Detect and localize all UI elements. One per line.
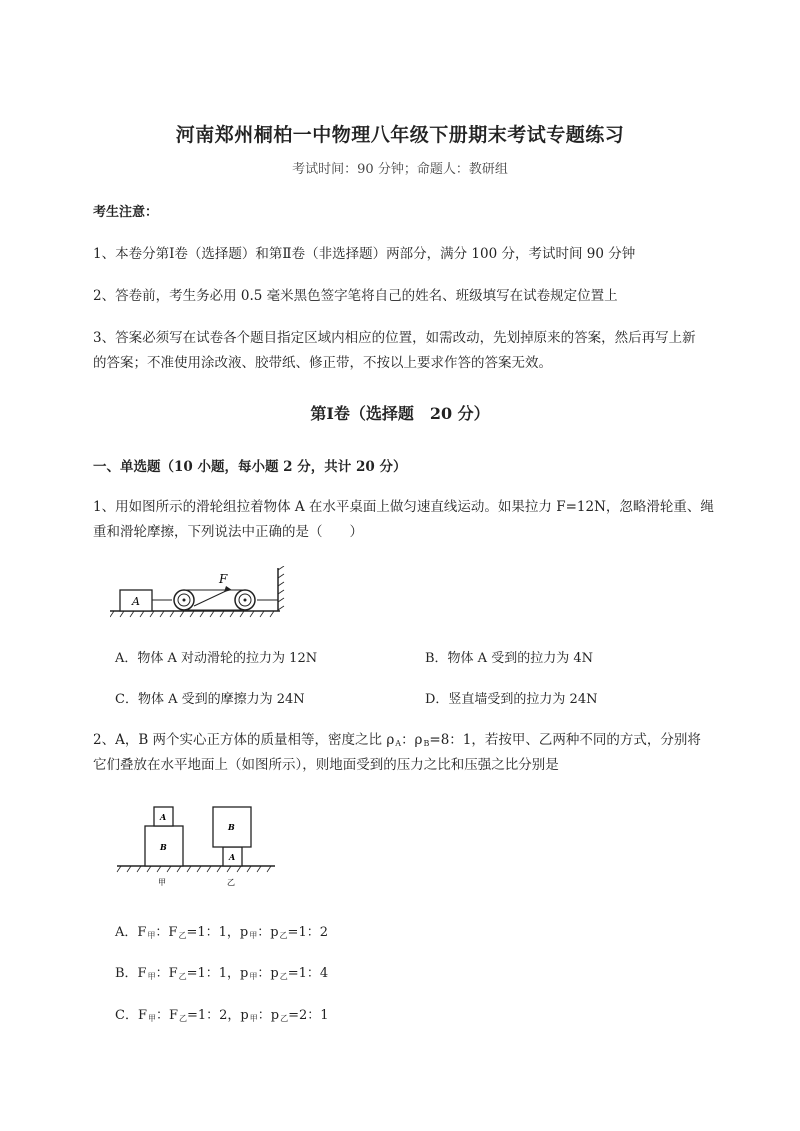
svg-text:B: B — [160, 842, 167, 852]
svg-text:A: A — [160, 812, 167, 822]
notice-item-1: 1、本卷分第Ⅰ卷（选择题）和第Ⅱ卷（非选择题）两部分，满分 100 分，考试时间 90 分钟 — [93, 246, 636, 262]
page-title: 河南郑州桐柏一中物理八年级下册期末考试专题练习 — [175, 124, 625, 146]
section-title: 第Ⅰ卷（选择题 20 分） — [310, 404, 490, 423]
q1-text-line1: 1、用如图所示的滑轮组拉着物体 A 在水平桌面上做匀速直线运动。如果拉力 F=12N，忽略滑轮重、绳 — [93, 499, 714, 515]
svg-text:A: A — [132, 595, 140, 608]
q2-stacked-cubes-figure — [115, 800, 280, 892]
q2-option-a[interactable]: A．$F_甲$：$F_乙=1$：1，$p_甲$：$p_乙=1$：2 — [115, 925, 328, 940]
q1-pulley-figure — [110, 566, 290, 620]
notice-item-3-cont: 的答案；不准使用涂改液、胶带纸、修正带，不按以上要求作答的答案无效。 — [93, 355, 552, 371]
q1-option-d[interactable]: D．竖直墙受到的拉力为 24N — [425, 692, 598, 707]
q1-option-c[interactable]: C．物体 A 受到的摩擦力为 24N — [115, 692, 305, 707]
svg-text:F: F — [219, 572, 228, 586]
q1-text-line2: 重和滑轮摩擦，下列说法中正确的是（ ） — [93, 524, 363, 540]
q2-option-c[interactable]: C．$F_甲$：$F_乙=1$：2，$p_甲$：$p_乙=2$：1 — [115, 1008, 329, 1023]
q1-option-a[interactable]: A．物体 A 对动滑轮的拉力为 12N — [115, 651, 318, 666]
q2-option-b[interactable]: B．$F_甲$：$F_乙=1$：1，$p_甲$：$p_乙=1$：4 — [115, 966, 329, 981]
notice-item-3: 3、答案必须写在试卷各个题目指定区域内相应的位置，如需改动，先划掉原来的答案，然后再写上新 — [93, 330, 696, 346]
exam-info: 考试时间：90 分钟；命题人：教研组 — [292, 162, 508, 177]
notice-heading: 考生注意： — [93, 205, 159, 220]
svg-text:甲: 甲 — [158, 878, 166, 887]
q2-text-line1: 2、A，B 两个实心正方体的质量相等，密度之比 $\rho_A$：$\rho_B=8$：1，若按甲、乙两种不同的方式，分别将 — [93, 732, 701, 748]
q2-text-line2: 它们叠放在水平地面上（如图所示），则地面受到的压力之比和压强之比分别是 — [93, 757, 559, 773]
svg-text:A: A — [229, 852, 236, 862]
part-heading: 一、单选题（10 小题，每小题 2 分，共计 20 分） — [93, 459, 407, 475]
svg-text:B: B — [228, 822, 235, 832]
svg-text:乙: 乙 — [227, 878, 235, 887]
notice-item-2: 2、答卷前，考生务必用 0.5 毫米黑色签字笔将自己的姓名、班级填写在试卷规定位置上 — [93, 288, 618, 304]
q1-option-b[interactable]: B．物体 A 受到的拉力为 4N — [425, 651, 593, 666]
